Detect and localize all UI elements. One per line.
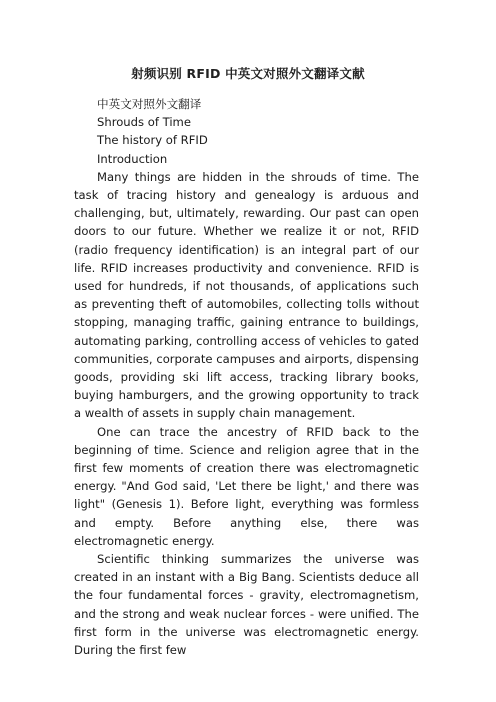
document-title: 射频识别 RFID 中英文对照外文翻译文献 xyxy=(131,66,365,81)
body-paragraph: One can trace the ancestry of RFID back to the beginning of time. Science and religion agree that in the first few moments of creation there was electromagnetic energy. "And God said, 'Let there be light,' and there was light" (Genesis 1). Before light, everything was formless and empty. Before anything else, there was electromagnetic energy. xyxy=(74,424,419,548)
body-paragraph: Many things are hidden in the shrouds of time. The task of tracing history and genealogy is arduous and challenging, but, ultimately, rewarding. Our past can open doors to our future. Whether we realize it or not, RFID (radio frequency identification) is an integral part of our life. RFID increases productivity and convenience. RFID is used for hundreds, if not thousands, of applications such as preventing theft of automobiles, collecting tolls without stopping, managing traffic, gaining entrance to buildings, automating parking, controlling access of vehicles to gated communities, corporate campuses and airports, dispensing goods, providing ski lift access, tracking library books, buying hamburgers, and the growing opportunity to track a wealth of assets in supply chain management. xyxy=(74,169,419,421)
body-paragraph: Scientific thinking summarizes the universe was created in an instant with a Big Bang. Scientists deduce all the four fundamental forces - gravity, electromagnetism, and the strong and weak nuclear forces - were unified. The first form in the universe was electromagnetic energy. During the first few xyxy=(74,552,419,658)
heading-history-of-rfid: The history of RFID xyxy=(97,133,208,148)
document-body xyxy=(74,95,419,659)
subtitle-chinese: 中英文对照外文翻译 xyxy=(97,97,202,111)
heading-shrouds-of-time: Shrouds of Time xyxy=(97,115,191,130)
heading-introduction: Introduction xyxy=(97,151,168,166)
